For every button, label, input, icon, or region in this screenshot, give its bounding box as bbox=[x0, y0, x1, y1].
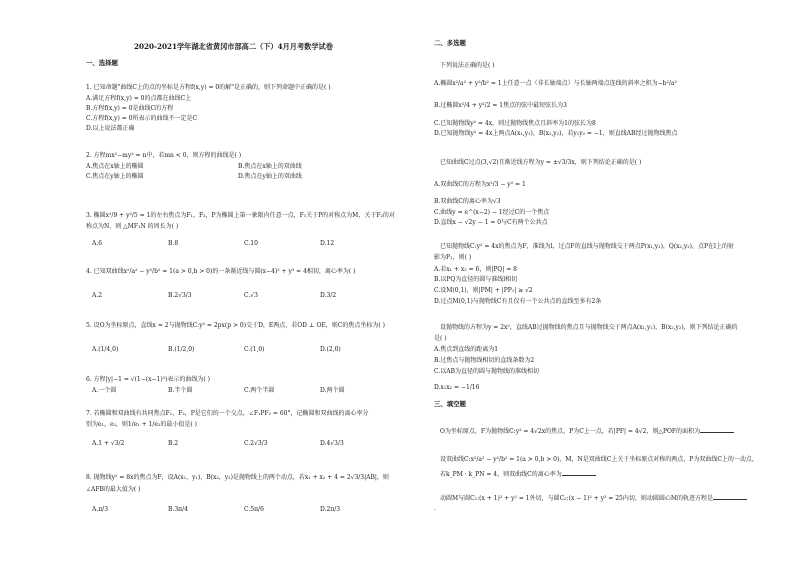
q10-option-c: C.曲线y = e^(x−2) − 1经过C的一个焦点 bbox=[434, 209, 550, 216]
q14-stem: 设双曲线C:x²/a² − y²/b² = 1(a > 0,b > 0)，M，N是双曲线C上关于坐标原点对称的两点，P为双曲线C上的一动点， bbox=[440, 456, 758, 463]
q3-option-c: C.10 bbox=[244, 240, 258, 247]
q5-option-b: B.(1/2,0) bbox=[168, 346, 195, 353]
q4-option-c: C.√3 bbox=[244, 292, 258, 299]
q5-option-d: D.(2,0) bbox=[320, 346, 341, 353]
q4-option-d: D.3/2 bbox=[320, 292, 337, 299]
q11-stem-cont: 影为P₁，则( ) bbox=[434, 254, 472, 261]
q4-option-b: B.2√3/3 bbox=[168, 292, 192, 299]
q1-option-a: A.满足方程f(x,y) = 0的点都在曲线C上 bbox=[86, 95, 192, 102]
q1-stem: 1. 已知命题"曲线C上的点的坐标是方程f(x,y) = 0的解"是正确的，则下列命题中正确的是( ) bbox=[86, 84, 331, 91]
q10-stem: 已知曲线C过点(3,√2)且渐近线方程为y = ±√3/3x，则下列结论正确的是( ) bbox=[440, 159, 642, 166]
q1-option-b: B.方程f(x,y) = 0是曲线C的方程 bbox=[86, 105, 174, 112]
q1-option-c: C.方程f(x,y) = 0所表示的曲线不一定是C bbox=[86, 115, 198, 122]
q2-option-a: A.焦点在x轴上的椭圆 bbox=[86, 163, 144, 170]
q11-option-d: D.过点M(0,1)与抛物线C有且仅有一个公共点的直线至多有2条 bbox=[434, 298, 602, 305]
q10-option-d: D.直线x − √2y − 1 = 0与C有两个公共点 bbox=[434, 219, 548, 226]
q8-stem: 8. 抛物线y² = 8x的焦点为F，设A(x₁，y₁)，B(x₂，y₂)是抛物线上的两个动点，若x₁ + x₂ + 4 = 2√3/3|AB|，则 bbox=[86, 474, 389, 481]
exam-title: 2020-2021学年湖北省黄冈市部高二（下）4月月考数学试卷 bbox=[134, 42, 333, 51]
q2-option-d: D.焦点在y轴上的双曲线 bbox=[238, 173, 302, 180]
q6-option-a: A.一个圆 bbox=[92, 387, 117, 394]
q5-stem: 5. 设O为坐标原点，直线x = 2与抛物线C:y² = 2px(p > 0)交于D，E两点，若OD ⊥ OE，则C的焦点坐标为( ) bbox=[86, 322, 385, 329]
section-fill-heading: 三、填空题 bbox=[434, 400, 466, 408]
q15-text: 动圆M与圆C₁:(x + 1)² + y² = 1外切，与圆C₂:(x − 1)² + y² = 25内切，则动圆圆心M的轨迹方程是 bbox=[440, 495, 713, 502]
q15-end-dot: . bbox=[434, 505, 436, 512]
q7-stem: 7. 若椭圆和双曲线有共同焦点F₁，F₂，P是它们的一个交点，∠F₁PF₂ = 60°，记椭圆和双曲线的离心率分 bbox=[86, 410, 369, 417]
q8-option-d: D.2π/3 bbox=[320, 506, 341, 513]
section-choice-heading: 一、选择题 bbox=[86, 59, 118, 67]
q12-option-d: D.x₁x₂ = −1/16 bbox=[434, 384, 480, 391]
q9-option-b: B.过椭圆x²/4 + y²/2 = 1焦点的弦中最短弦长为3 bbox=[434, 102, 567, 109]
q7-option-c: C.2√3/3 bbox=[244, 440, 268, 447]
q11-stem: 已知抛物线C:y² = 4x的焦点为F，准线为l，过点F的直线与抛物线交于两点P(x₁,y₁)，Q(x₂,y₂)，点P在l上的射 bbox=[440, 243, 734, 250]
q14-stem-cont bbox=[440, 470, 596, 478]
q6-option-b: B.半个圆 bbox=[168, 387, 193, 394]
q13-stem bbox=[440, 427, 734, 435]
q11-option-b: B.以PQ为直径的圆与准线l相切 bbox=[434, 276, 518, 283]
q15-stem bbox=[440, 494, 747, 502]
q12-option-c: C.以AB为直径的圆与抛物线的准线相切 bbox=[434, 368, 540, 375]
q4-stem: 4. 已知双曲线x²/a² − y²/b² = 1(a > 0,b > 0)的一条渐近线与圆(x−4)² + y² = 4相切，离心率为( ) bbox=[86, 268, 356, 275]
q10-option-b: B.双曲线C的离心率为√3 bbox=[434, 198, 501, 205]
q4-option-a: A.2 bbox=[92, 292, 103, 299]
q6-option-d: D.两个圆 bbox=[320, 387, 345, 394]
q9-option-a: A.椭圆x²/a² + y²/b² = 1上任意一点（非长轴端点）与长轴两端点连线的斜率之积为−b²/a² bbox=[434, 80, 677, 87]
q3-stem: 3. 椭圆x²/9 + y²/5 = 1的左右焦点为F₁，F₂，P为椭圆上第一象限内任意一点，F₁关于P的对称点为M，关于F₂的对 bbox=[86, 212, 395, 219]
q7-option-d: D.4√3/3 bbox=[320, 440, 344, 447]
q3-option-b: B.8 bbox=[168, 240, 179, 247]
q9-stem: 下列说法正确的是( ) bbox=[440, 62, 495, 69]
q1-option-d: D.以上说法都正确 bbox=[86, 125, 135, 132]
q12-option-b: B.过焦点与抛物线相切的直线条数为2 bbox=[434, 357, 535, 364]
q6-stem: 6. 方程|y|−1 = √(1−(x−1)²)表示的曲线为( ) bbox=[86, 376, 211, 383]
q6-option-c: C.两个半圆 bbox=[244, 387, 275, 394]
q3-stem-cont: 称点为N，则 △MF₁N 的周长为( ) bbox=[86, 223, 179, 230]
q10-option-a: A.双曲线C的方程为x²/3 − y² = 1 bbox=[434, 181, 526, 188]
q14-answer-blank bbox=[562, 470, 596, 476]
q2-option-b: B.焦点在x轴上的双曲线 bbox=[238, 163, 302, 170]
q2-stem: 2. 方程mx²−my² = n中，若mn < 0，则方程的曲线是( ) bbox=[86, 152, 242, 159]
q5-option-a: A.(1/4,0) bbox=[92, 346, 119, 353]
q8-option-c: C.5π/6 bbox=[244, 506, 264, 513]
q13-text: O为坐标原点，F为抛物线C:y² = 4√2x的焦点，P为C上一点，若|PF| = 4√2，则△POF的面积为 bbox=[440, 428, 701, 435]
q9-option-d: D.已知抛物线y² = 4x上两点A(x₁,y₁)，B(x₂,y₂)，若y₁y₂ = −1，则直线AB经过抛物线焦点 bbox=[434, 130, 678, 137]
q9-option-c: C.已知抛物线y² = 4x，则过抛物线焦点且斜率为1的弦长为8 bbox=[434, 120, 596, 127]
q12-option-a: A.焦点到直线的距离为1 bbox=[434, 346, 499, 353]
q15-answer-blank bbox=[713, 494, 747, 500]
q14-text: 若k_PM · k_PN = 4，则双曲线C的离心率为 bbox=[440, 471, 562, 478]
q13-answer-blank bbox=[700, 427, 734, 433]
q7-stem-cont: 别为e₁，e₂，则1/e₁ + 1/e₂的最小值是( ) bbox=[86, 421, 197, 428]
section-multi-heading: 二、多选题 bbox=[434, 39, 466, 47]
q12-stem: 设抛物线的方程为y = 2x²，直线AB过抛物线的焦点且与抛物线交于两点A(x₁,y₁)，B(x₂,y₂)，则下列结论正确的 bbox=[440, 324, 738, 331]
q12-stem-cont: 是( ) bbox=[434, 335, 447, 342]
q3-option-a: A.6 bbox=[92, 240, 103, 247]
q8-stem-cont: ∠AFB的最大值为( ) bbox=[86, 486, 141, 493]
q8-option-a: A.π/3 bbox=[92, 506, 109, 513]
q3-option-d: D.12 bbox=[320, 240, 335, 247]
q8-option-b: B.3π/4 bbox=[168, 506, 188, 513]
q2-option-c: C.焦点在y轴上的椭圆 bbox=[86, 173, 144, 180]
q5-option-c: C.(1,0) bbox=[244, 346, 265, 353]
q7-option-a: A.1 + √3/2 bbox=[92, 440, 125, 447]
q7-option-b: B.2 bbox=[168, 440, 179, 447]
q11-option-c: C.设M(0,1)，则|PM| + |PP₁| ≥ √2 bbox=[434, 287, 533, 294]
q11-option-a: A.若x₁ + x₂ = 6，则|PQ| = 8 bbox=[434, 266, 517, 273]
